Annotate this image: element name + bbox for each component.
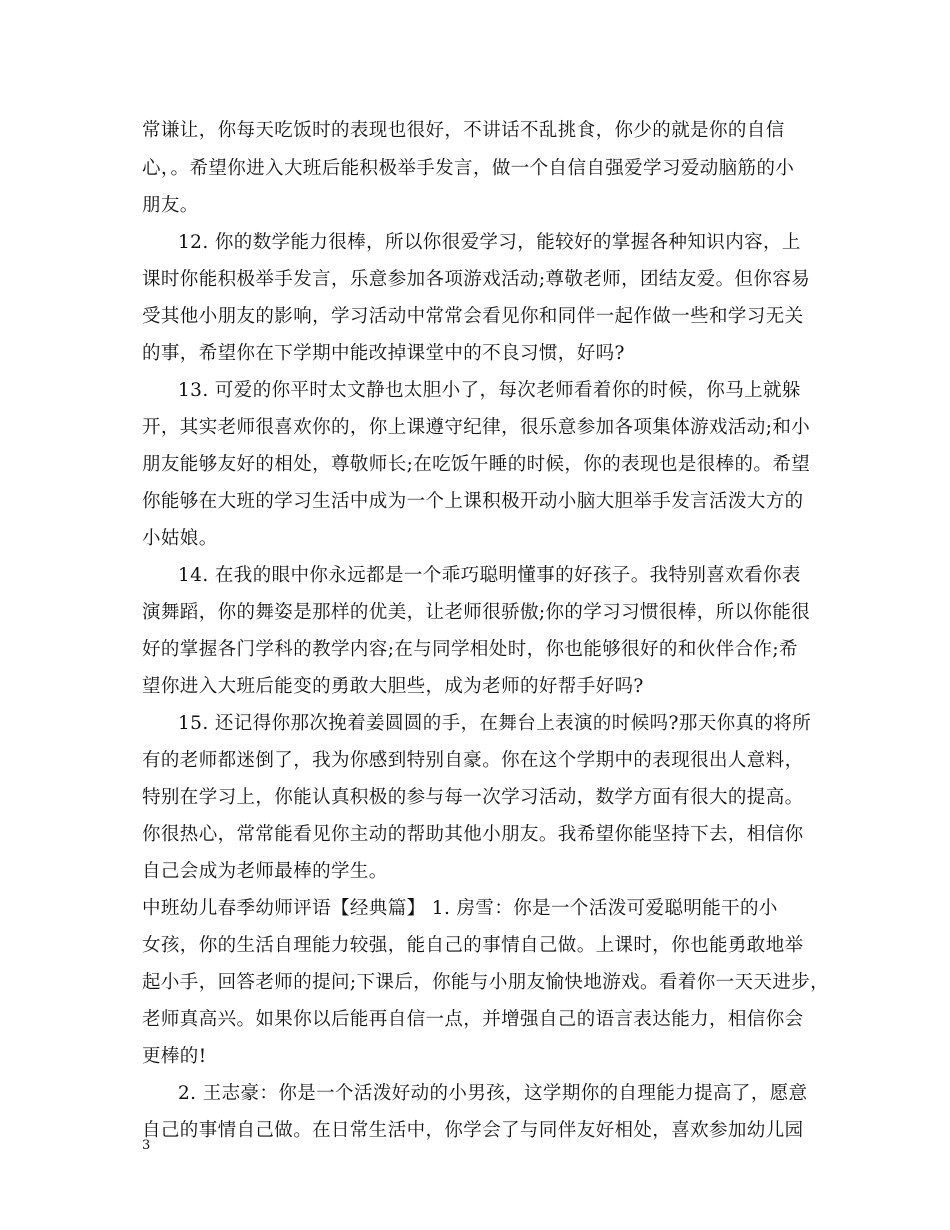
text-line: 课时你能积极举手发言，乐意参加各项游戏活动;尊敬老师，团结友爱。但你容易: [142, 269, 811, 290]
text-line: 老师真高兴。如果你以后能再自信一点，并增强自己的语言表达能力，相信你会: [142, 1009, 804, 1030]
text-line: 有的老师都迷倒了，我为你感到特别自豪。你在这个学期中的表现很出人意料，: [142, 750, 804, 771]
text-line: 12. 你的数学能力很棒，所以你很爱学习，能较好的掌握各种知识内容，上: [178, 232, 801, 253]
text-line: 自己的事情自己做。在日常生活中，你学会了与同伴友好相处，喜欢参加幼儿园: [142, 1120, 804, 1141]
section-heading-line: 中班幼儿春季幼师评语【经典篇】 1. 房雪：你是一个活泼可爱聪明能干的小: [142, 898, 778, 919]
text-line: 女孩，你的生活自理能力较强，能自己的事情自己做。上课时，你也能勇敢地举: [142, 935, 804, 956]
text-line: 心，。希望你进入大班后能积极举手发言，做一个自信自强爱学习爱动脑筋的小: [142, 158, 795, 179]
text-line: 朋友能够友好的相处，尊敬师长;在吃饭午睡的时候，你的表现也是很棒的。希望: [142, 454, 811, 475]
text-line: 好的掌握各门学科的教学内容;在与同学相处时，你也能够很好的和伙伴合作;希: [142, 639, 798, 660]
text-line: 开，其实老师很喜欢你的，你上课遵守纪律，很乐意参加各项集体游戏活动;和小: [142, 417, 811, 438]
text-line: 更棒的!: [142, 1046, 207, 1067]
text-line: 望你进入大班后能变的勇敢大胆些，成为老师的好帮手好吗?: [142, 676, 644, 697]
text-line: 你很热心，常常能看见你主动的帮助其他小朋友。我希望你能坚持下去，相信你: [142, 824, 804, 845]
text-line: 特别在学习上，你能认真积极的参与每一次学习活动，数学方面有很大的提高。: [142, 787, 804, 808]
text-line: 演舞蹈，你的舞姿是那样的优美，让老师很骄傲;你的学习习惯很棒，所以你能很: [142, 602, 811, 623]
page-number: 3: [142, 1138, 151, 1153]
text-line: 13. 可爱的你平时太文静也太胆小了，每次老师看着你的时候，你马上就躲: [178, 380, 801, 401]
text-line: 起小手，回答老师的提问;下课后，你能与小朋友愉快地游戏。看着你一天天进步，: [142, 972, 830, 993]
text-line: 自己会成为老师最棒的学生。: [142, 861, 388, 882]
text-line: 15. 还记得你那次挽着姜圆圆的手，在舞台上表演的时候吗?那天你真的将所: [178, 713, 812, 734]
text-line: 受其他小朋友的影响，学习活动中常常会看见你和同伴一起作做一些和学习无关: [142, 306, 804, 327]
text-line: 朋友。: [142, 195, 199, 216]
text-line: 2. 王志豪：你是一个活泼好动的小男孩，这学期你的自理能力提高了，愿意: [178, 1083, 808, 1104]
text-line: 的事，希望你在下学期中能改掉课堂中的不良习惯，好吗?: [142, 343, 625, 364]
text-line: 14. 在我的眼中你永远都是一个乖巧聪明懂事的好孩子。我特别喜欢看你表: [178, 565, 801, 586]
text-line: 你能够在大班的学习生活中成为一个上课积极开动小脑大胆举手发言活泼大方的: [142, 491, 804, 512]
text-line: 常谦让，你每天吃饭时的表现也很好，不讲话不乱挑食，你少的就是你的自信: [142, 120, 785, 141]
text-line: 小姑娘。: [142, 528, 218, 549]
